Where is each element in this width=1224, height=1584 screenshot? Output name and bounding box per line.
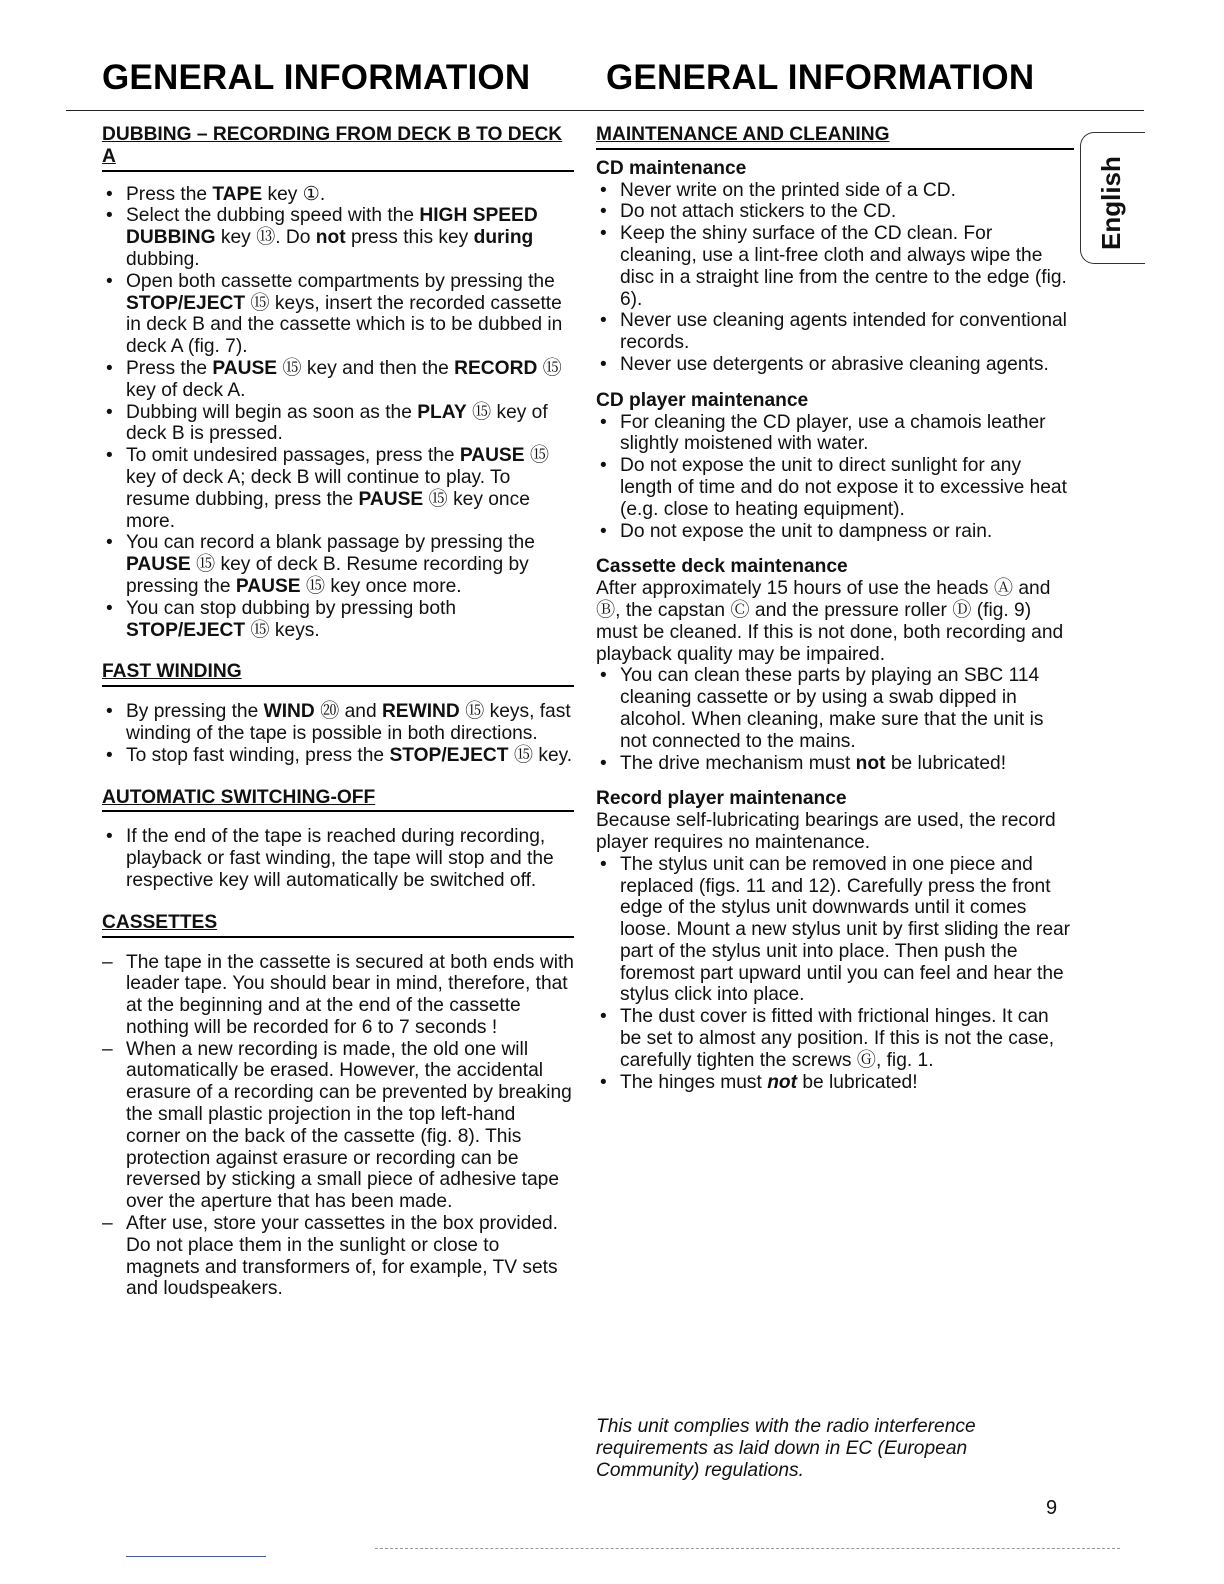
list-item: – After use, store your cassettes in the box provided. Do not place them in the sunlight or close to magnets and transformers of, for example, TV sets and loudspeakers. bbox=[102, 1213, 574, 1300]
list-item: • Never use detergents or abrasive cleaning agents. bbox=[596, 354, 1074, 376]
section-fast-winding bbox=[102, 661, 574, 766]
list-item: • The drive mechanism must not be lubricated! bbox=[596, 753, 1074, 775]
list-item: • The dust cover is fitted with frictional hinges. It can be set to almost any position. If this is not the case, carefully tighten the screws Ⓖ, fig. 1. bbox=[596, 1006, 1074, 1071]
list-item: • Do not expose the unit to dampness or rain. bbox=[596, 521, 1074, 543]
paragraph: Because self-lubricating bearings are used, the record player requires no maintenance. bbox=[596, 810, 1056, 853]
scan-artifact-dashes bbox=[375, 1548, 1120, 1550]
list-item: • Press the PAUSE ⑮ key and then the RECORD ⑮ key of deck A. bbox=[102, 358, 574, 402]
section-title-dubbing: DUBBING – RECORDING FROM DECK B TO DECK A bbox=[102, 124, 574, 172]
scan-artifact-line bbox=[126, 1556, 266, 1557]
list-item: • You can stop dubbing by pressing both STOP/EJECT ⑮ keys. bbox=[102, 598, 574, 642]
subheading-record-player-maintenance: Record player maintenance bbox=[596, 788, 847, 810]
section-title-auto-switch-off: AUTOMATIC SWITCHING-OFF bbox=[102, 787, 574, 813]
list-item: • If the end of the tape is reached during recording, playback or fast winding, the tape will stop and the respective key will automatically be switched off. bbox=[102, 826, 574, 891]
list-item: • To stop fast winding, press the STOP/EJECT ⑮ key. bbox=[102, 745, 574, 767]
section-auto-switch-off bbox=[102, 787, 574, 892]
language-tab-label: English bbox=[1096, 156, 1126, 250]
list-item: • Do not expose the unit to direct sunlight for any length of time and do not expose it to excessive heat (e.g. close to heating equipment). bbox=[596, 455, 1074, 520]
list-item: – The tape in the cassette is secured at both ends with leader tape. You should bear in mind, therefore, that at the beginning and at the end of the cassette nothing will be recorded for 6 to 7 seconds ! bbox=[102, 952, 574, 1039]
list-item: • To omit undesired passages, press the PAUSE ⑮ key of deck A; deck B will continue to play. To resume dubbing, press the PAUSE ⑮ key once more. bbox=[102, 445, 574, 532]
subheading-cassette-deck-maintenance: Cassette deck maintenance bbox=[596, 556, 848, 578]
list-item: • For cleaning the CD player, use a chamois leather slightly moistened with water. bbox=[596, 412, 1074, 456]
compliance-note: This unit complies with the radio interference requirements as laid down in EC (European Community) regulations. bbox=[596, 1416, 976, 1481]
section-title-fast-winding: FAST WINDING bbox=[102, 661, 574, 687]
list-item: • Do not attach stickers to the CD. bbox=[596, 201, 1074, 223]
page-title-left: GENERAL INFORMATION bbox=[102, 58, 531, 97]
list-item: • Never use cleaning agents intended for conventional records. bbox=[596, 310, 1074, 354]
list-item: • By pressing the WIND ⑳ and REWIND ⑮ keys, fast winding of the tape is possible in both directions. bbox=[102, 701, 574, 745]
list-item: • Open both cassette compartments by pressing the STOP/EJECT ⑮ keys, insert the recorded cassette in deck B and the cassette which is to be dubbed in deck A (fig. 7). bbox=[102, 271, 574, 358]
list-item: • The stylus unit can be removed in one piece and replaced (figs. 11 and 12). Carefully press the front edge of the stylus unit downwards until it comes loose. Mount a new stylus unit by first sliding the rear part of the stylus unit into place. Then push the foremost part upward until you can feel and hear the stylus click into place. bbox=[596, 854, 1074, 1007]
left-column bbox=[102, 124, 574, 1300]
list-item: • You can clean these parts by playing an SBC 114 cleaning cassette or by using a swab dipped in alcohol. When cleaning, make sure that the unit is not connected to the mains. bbox=[596, 665, 1074, 752]
section-dubbing bbox=[102, 124, 574, 641]
header-divider bbox=[66, 110, 1144, 111]
section-title-cassettes: CASSETTES bbox=[102, 912, 574, 938]
list-item: • The hinges must not be lubricated! bbox=[596, 1072, 1074, 1094]
list-item: – When a new recording is made, the old one will automatically be erased. However, the accidental erasure of a recording can be prevented by breaking the small plastic projection in the top left-hand corner on the back of the cassette (fig. 8). This protection against erasure or recording can be reversed by sticking a small piece of adhesive tape over the aperture that has been made. bbox=[102, 1039, 574, 1213]
list-item: • You can record a blank passage by pressing the PAUSE ⑮ key of deck B. Resume recording by pressing the PAUSE ⑮ key once more. bbox=[102, 532, 574, 597]
subheading-cd-maintenance: CD maintenance bbox=[596, 157, 747, 179]
section-title-maintenance: MAINTENANCE AND CLEANING bbox=[596, 124, 1074, 150]
subheading-cd-player-maintenance: CD player maintenance bbox=[596, 389, 809, 411]
list-item: • Select the dubbing speed with the HIGH SPEED DUBBING key ⑬. Do not press this key during dubbing. bbox=[102, 205, 574, 270]
paragraph: After approximately 15 hours of use the heads Ⓐ and Ⓑ, the capstan Ⓒ and the pressure roller Ⓓ (fig. 9) must be cleaned. If this is not done, both recording and playback quality may be impaired. bbox=[596, 578, 1064, 665]
right-column bbox=[596, 124, 1074, 1093]
list-item: • Dubbing will begin as soon as the PLAY ⑮ key of deck B is pressed. bbox=[102, 402, 574, 446]
list-item: • Never write on the printed side of a CD. bbox=[596, 180, 1074, 202]
page-title-right: GENERAL INFORMATION bbox=[606, 58, 1035, 97]
section-cassettes bbox=[102, 912, 574, 1301]
list-item: • Press the TAPE key ①. bbox=[102, 184, 574, 206]
page-number: 9 bbox=[1046, 1497, 1058, 1519]
list-item: • Keep the shiny surface of the CD clean. For cleaning, use a lint-free cloth and always wipe the disc in a straight line from the centre to the edge (fig. 6). bbox=[596, 223, 1074, 310]
